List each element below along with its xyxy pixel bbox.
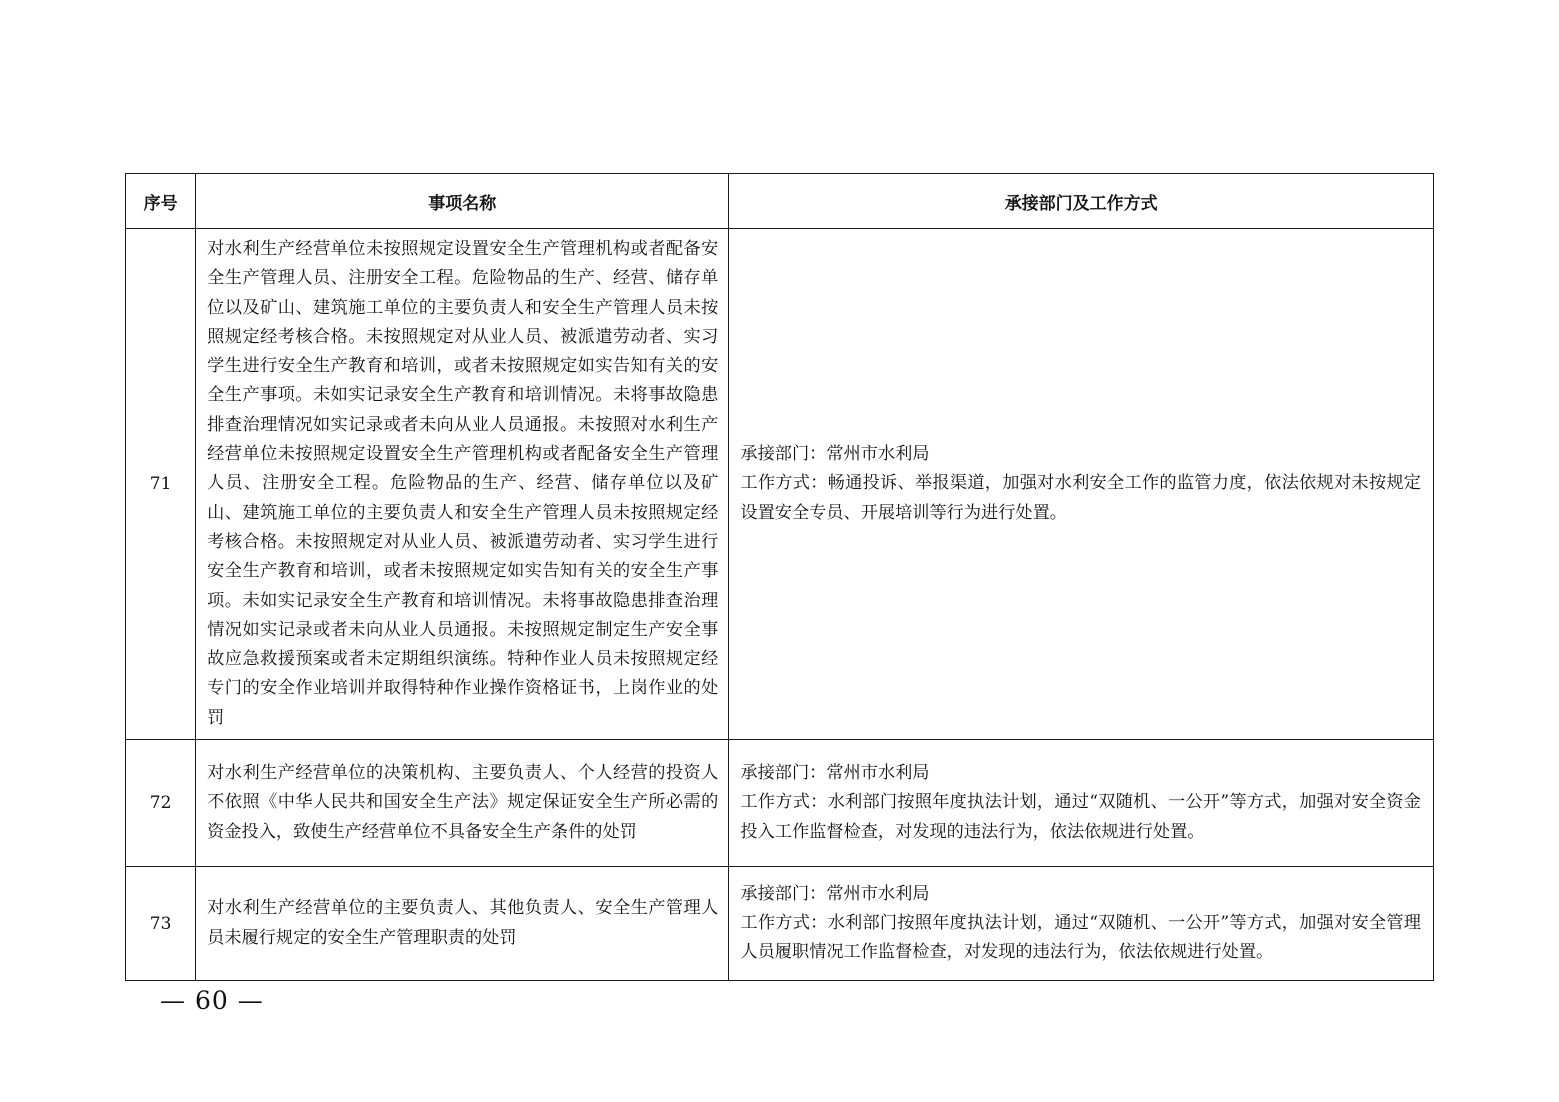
header-dept-method: 承接部门及工作方式 — [729, 174, 1434, 229]
method-line: 工作方式：畅通投诉、举报渠道，加强对水利安全工作的监管力度，依法依规对未按规定设置安全专员、开展培训等行为进行处置。 — [740, 473, 1421, 523]
matters-table — [125, 173, 1434, 981]
table-row — [126, 740, 1434, 867]
dept-line: 承接部门：常州市水利局 — [740, 444, 930, 465]
method-line: 工作方式：水利部门按照年度执法计划，通过“双随机、一公开”等方式，加强对安全资金投入工作监督检查，对发现的违法行为，依法依规进行处置。 — [740, 792, 1421, 842]
dept-line: 承接部门：常州市水利局 — [740, 763, 930, 784]
header-seq: 序号 — [126, 174, 196, 229]
dept-line: 承接部门：常州市水利局 — [740, 883, 930, 904]
row-seq: 73 — [126, 867, 196, 981]
table-row — [126, 229, 1434, 740]
row-item-name: 对水利生产经营单位的决策机构、主要负责人、个人经营的投资人不依照《中华人民共和国安全生产法》规定保证安全生产所必需的资金投入，致使生产经营单位不具备安全生产条件的处罚 — [196, 740, 729, 867]
row-dept-method — [729, 867, 1434, 981]
row-seq: 72 — [126, 740, 196, 867]
row-dept-method — [729, 740, 1434, 867]
page-number: — 60 — — [160, 986, 264, 1015]
header-item-name: 事项名称 — [196, 174, 729, 229]
table-header-row — [126, 174, 1434, 229]
method-line: 工作方式：水利部门按照年度执法计划，通过“双随机、一公开”等方式，加强对安全管理人员履职情况工作监督检查，对发现的违法行为，依法依规进行处置。 — [740, 912, 1421, 963]
row-seq: 71 — [126, 229, 196, 740]
row-item-name: 对水利生产经营单位的主要负责人、其他负责人、安全生产管理人员未履行规定的安全生产管理职责的处罚 — [196, 867, 729, 981]
table-row — [126, 867, 1434, 981]
row-dept-method — [729, 229, 1434, 740]
row-item-name: 对水利生产经营单位未按照规定设置安全生产管理机构或者配备安全生产管理人员、注册安全工程。危险物品的生产、经营、储存单位以及矿山、建筑施工单位的主要负责人和安全生产管理人员未按照规定经考核合格。未按照规定对从业人员、被派遣劳动者、实习学生进行安全生产教育和培训，或者未按照规定如实告知有关的安全生产事项。未如实记录安全生产教育和培训情况。未将事故隐患排查治理情况如实记录或者未向从业人员通报。未按照对水利生产经营单位未按照规定设置安全生产管理机构或者配备安全生产管理人员、注册安全工程。危险物品的生产、经营、储存单位以及矿山、建筑施工单位的主要负责人和安全生产管理人员未按照规定经考核合格。未按照规定对从业人员、被派遣劳动者、实习学生进行安全生产教育和培训，或者未按照规定如实告知有关的安全生产事项。未如实记录安全生产教育和培训情况。未将事故隐患排查治理情况如实记录或者未向从业人员通报。未按照规定制定生产安全事故应急救援预案或者未定期组织演练。特种作业人员未按照规定经专门的安全作业培训并取得特种作业操作资格证书，上岗作业的处罚 — [196, 229, 729, 740]
